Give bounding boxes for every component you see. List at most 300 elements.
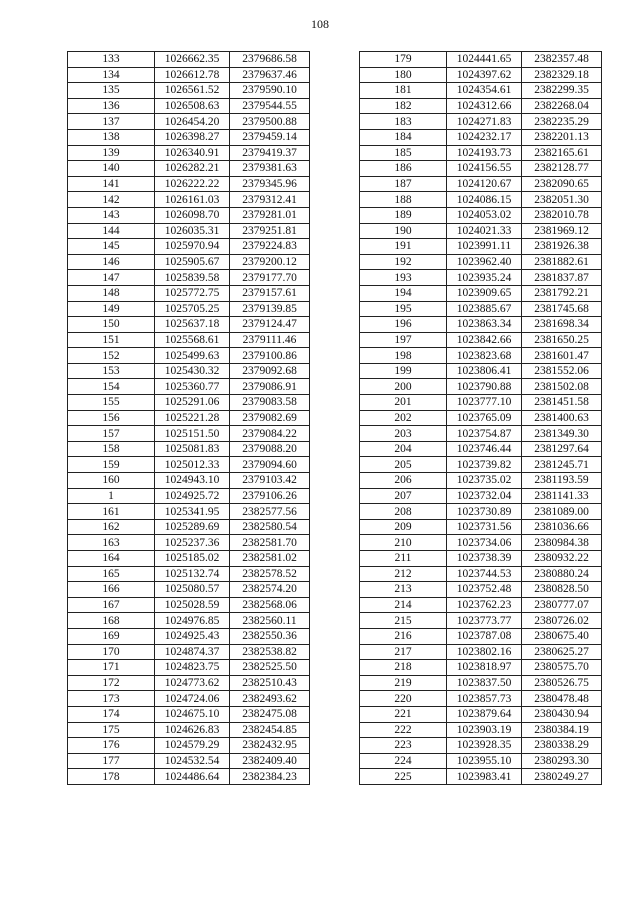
- x-coordinate-cell: 1025185.02: [155, 551, 230, 567]
- y-coordinate-cell: 2382235.29: [522, 114, 602, 130]
- table-row: [68, 332, 310, 348]
- y-coordinate-cell: 2382384.23: [230, 769, 310, 785]
- point-number-cell: 210: [360, 535, 447, 551]
- y-coordinate-cell: 2382128.77: [522, 161, 602, 177]
- x-coordinate-cell: 1025291.06: [155, 395, 230, 411]
- point-number-cell: 147: [68, 270, 155, 286]
- x-coordinate-cell: 1023983.41: [447, 769, 522, 785]
- x-coordinate-cell: 1024823.75: [155, 660, 230, 676]
- y-coordinate-cell: 2382578.52: [230, 566, 310, 582]
- table-row: [68, 114, 310, 130]
- y-coordinate-cell: 2381650.25: [522, 332, 602, 348]
- x-coordinate-cell: 1023837.50: [447, 675, 522, 691]
- table-row: [360, 161, 602, 177]
- y-coordinate-cell: 2381089.00: [522, 504, 602, 520]
- x-coordinate-cell: 1023909.65: [447, 285, 522, 301]
- y-coordinate-cell: 2381193.59: [522, 473, 602, 489]
- table-row: [68, 192, 310, 208]
- table-row: [360, 192, 602, 208]
- point-number-cell: 166: [68, 582, 155, 598]
- table-row: [360, 129, 602, 145]
- y-coordinate-cell: 2379083.58: [230, 395, 310, 411]
- y-coordinate-cell: 2380249.27: [522, 769, 602, 785]
- page-number: 108: [311, 17, 329, 31]
- y-coordinate-cell: 2382329.18: [522, 67, 602, 83]
- x-coordinate-cell: 1024773.62: [155, 675, 230, 691]
- x-coordinate-cell: 1024874.37: [155, 644, 230, 660]
- y-coordinate-cell: 2379094.60: [230, 457, 310, 473]
- table-row: [68, 426, 310, 442]
- y-coordinate-cell: 2380575.70: [522, 660, 602, 676]
- table-row: [360, 582, 602, 598]
- point-number-cell: 219: [360, 675, 447, 691]
- y-coordinate-cell: 2381297.64: [522, 441, 602, 457]
- point-number-cell: 141: [68, 176, 155, 192]
- table-row: [68, 691, 310, 707]
- table-row: [68, 379, 310, 395]
- y-coordinate-cell: 2382454.85: [230, 722, 310, 738]
- table-row: [360, 254, 602, 270]
- table-row: [360, 379, 602, 395]
- table-row: [360, 644, 602, 660]
- x-coordinate-cell: 1023739.82: [447, 457, 522, 473]
- table-row: [68, 176, 310, 192]
- table-row: [68, 285, 310, 301]
- point-number-cell: 165: [68, 566, 155, 582]
- table-row: [68, 488, 310, 504]
- x-coordinate-cell: 1026035.31: [155, 223, 230, 239]
- y-coordinate-cell: 2381792.21: [522, 285, 602, 301]
- table-row: [360, 426, 602, 442]
- x-coordinate-cell: 1024271.83: [447, 114, 522, 130]
- y-coordinate-cell: 2382581.02: [230, 551, 310, 567]
- y-coordinate-cell: 2379312.41: [230, 192, 310, 208]
- table-row: [360, 410, 602, 426]
- x-coordinate-cell: 1025839.58: [155, 270, 230, 286]
- y-coordinate-cell: 2379082.69: [230, 410, 310, 426]
- point-number-cell: 177: [68, 753, 155, 769]
- point-number-cell: 1: [68, 488, 155, 504]
- point-number-cell: 184: [360, 129, 447, 145]
- y-coordinate-cell: 2379381.63: [230, 161, 310, 177]
- y-coordinate-cell: 2381502.08: [522, 379, 602, 395]
- table-row: [68, 239, 310, 255]
- table-row: [68, 67, 310, 83]
- x-coordinate-cell: 1024976.85: [155, 613, 230, 629]
- y-coordinate-cell: 2381969.12: [522, 223, 602, 239]
- table-row: [360, 473, 602, 489]
- y-coordinate-cell: 2380293.30: [522, 753, 602, 769]
- table-row: [360, 691, 602, 707]
- x-coordinate-cell: 1023746.44: [447, 441, 522, 457]
- x-coordinate-cell: 1023732.04: [447, 488, 522, 504]
- table-row: [68, 207, 310, 223]
- table-row: [68, 145, 310, 161]
- table-row: [360, 722, 602, 738]
- table-row: [68, 660, 310, 676]
- x-coordinate-cell: 1023935.24: [447, 270, 522, 286]
- x-coordinate-cell: 1026454.20: [155, 114, 230, 130]
- table-row: [68, 363, 310, 379]
- x-coordinate-cell: 1026282.21: [155, 161, 230, 177]
- y-coordinate-cell: 2379251.81: [230, 223, 310, 239]
- point-number-cell: 189: [360, 207, 447, 223]
- y-coordinate-cell: 2379103.42: [230, 473, 310, 489]
- table-row: [68, 628, 310, 644]
- point-number-cell: 203: [360, 426, 447, 442]
- table-row: [360, 660, 602, 676]
- table-row: [68, 270, 310, 286]
- point-number-cell: 173: [68, 691, 155, 707]
- y-coordinate-cell: 2379084.22: [230, 426, 310, 442]
- y-coordinate-cell: 2379157.61: [230, 285, 310, 301]
- point-number-cell: 221: [360, 706, 447, 722]
- table-row: [360, 613, 602, 629]
- point-number-cell: 198: [360, 348, 447, 364]
- y-coordinate-cell: 2380828.50: [522, 582, 602, 598]
- x-coordinate-cell: 1023818.97: [447, 660, 522, 676]
- y-coordinate-cell: 2381745.68: [522, 301, 602, 317]
- point-number-cell: 155: [68, 395, 155, 411]
- x-coordinate-cell: 1024486.64: [155, 769, 230, 785]
- x-coordinate-cell: 1023955.10: [447, 753, 522, 769]
- point-number-cell: 154: [68, 379, 155, 395]
- point-number-cell: 162: [68, 519, 155, 535]
- table-row: [68, 566, 310, 582]
- point-number-cell: 135: [68, 83, 155, 99]
- point-number-cell: 191: [360, 239, 447, 255]
- point-number-cell: 193: [360, 270, 447, 286]
- y-coordinate-cell: 2382525.50: [230, 660, 310, 676]
- table-row: [360, 52, 602, 68]
- y-coordinate-cell: 2381141.33: [522, 488, 602, 504]
- table-row: [68, 410, 310, 426]
- y-coordinate-cell: 2380932.22: [522, 551, 602, 567]
- y-coordinate-cell: 2379459.14: [230, 129, 310, 145]
- table-row: [68, 473, 310, 489]
- y-coordinate-cell: 2380984.38: [522, 535, 602, 551]
- x-coordinate-cell: 1024232.17: [447, 129, 522, 145]
- table-row: [360, 395, 602, 411]
- point-number-cell: 174: [68, 706, 155, 722]
- y-coordinate-cell: 2381926.38: [522, 239, 602, 255]
- table-row: [360, 519, 602, 535]
- x-coordinate-cell: 1023730.89: [447, 504, 522, 520]
- x-coordinate-cell: 1023857.73: [447, 691, 522, 707]
- x-coordinate-cell: 1026561.52: [155, 83, 230, 99]
- x-coordinate-cell: 1023773.77: [447, 613, 522, 629]
- x-coordinate-cell: 1025772.75: [155, 285, 230, 301]
- x-coordinate-cell: 1025637.18: [155, 317, 230, 333]
- point-number-cell: 152: [68, 348, 155, 364]
- y-coordinate-cell: 2382090.65: [522, 176, 602, 192]
- point-number-cell: 197: [360, 332, 447, 348]
- x-coordinate-cell: 1023842.66: [447, 332, 522, 348]
- y-coordinate-cell: 2382577.56: [230, 504, 310, 520]
- y-coordinate-cell: 2382409.40: [230, 753, 310, 769]
- y-coordinate-cell: 2382432.95: [230, 738, 310, 754]
- point-number-cell: 206: [360, 473, 447, 489]
- x-coordinate-cell: 1026340.91: [155, 145, 230, 161]
- y-coordinate-cell: 2382201.13: [522, 129, 602, 145]
- table-row: [360, 348, 602, 364]
- point-number-cell: 159: [68, 457, 155, 473]
- x-coordinate-cell: 1024532.54: [155, 753, 230, 769]
- x-coordinate-cell: 1025028.59: [155, 597, 230, 613]
- point-number-cell: 169: [68, 628, 155, 644]
- point-number-cell: 181: [360, 83, 447, 99]
- x-coordinate-cell: 1023790.88: [447, 379, 522, 395]
- point-number-cell: 192: [360, 254, 447, 270]
- y-coordinate-cell: 2379590.10: [230, 83, 310, 99]
- x-coordinate-cell: 1025237.36: [155, 535, 230, 551]
- x-coordinate-cell: 1025289.69: [155, 519, 230, 535]
- y-coordinate-cell: 2380880.24: [522, 566, 602, 582]
- x-coordinate-cell: 1023744.53: [447, 566, 522, 582]
- coordinates-table-right: [359, 51, 602, 785]
- y-coordinate-cell: 2379200.12: [230, 254, 310, 270]
- point-number-cell: 167: [68, 597, 155, 613]
- point-number-cell: 216: [360, 628, 447, 644]
- x-coordinate-cell: 1025905.67: [155, 254, 230, 270]
- x-coordinate-cell: 1024312.66: [447, 98, 522, 114]
- point-number-cell: 212: [360, 566, 447, 582]
- x-coordinate-cell: 1024925.72: [155, 488, 230, 504]
- point-number-cell: 157: [68, 426, 155, 442]
- point-number-cell: 156: [68, 410, 155, 426]
- point-number-cell: 182: [360, 98, 447, 114]
- y-coordinate-cell: 2380478.48: [522, 691, 602, 707]
- x-coordinate-cell: 1023823.68: [447, 348, 522, 364]
- x-coordinate-cell: 1025081.83: [155, 441, 230, 457]
- x-coordinate-cell: 1023777.10: [447, 395, 522, 411]
- point-number-cell: 143: [68, 207, 155, 223]
- y-coordinate-cell: 2379100.86: [230, 348, 310, 364]
- table-row: [360, 441, 602, 457]
- y-coordinate-cell: 2381882.61: [522, 254, 602, 270]
- y-coordinate-cell: 2379092.68: [230, 363, 310, 379]
- y-coordinate-cell: 2382357.48: [522, 52, 602, 68]
- point-number-cell: 139: [68, 145, 155, 161]
- table-row: [360, 285, 602, 301]
- table-row: [360, 114, 602, 130]
- y-coordinate-cell: 2381552.06: [522, 363, 602, 379]
- table-row: [68, 223, 310, 239]
- table-row: [360, 738, 602, 754]
- table-row: [360, 504, 602, 520]
- y-coordinate-cell: 2382493.62: [230, 691, 310, 707]
- x-coordinate-cell: 1025151.50: [155, 426, 230, 442]
- x-coordinate-cell: 1024086.15: [447, 192, 522, 208]
- y-coordinate-cell: 2380777.07: [522, 597, 602, 613]
- x-coordinate-cell: 1024120.67: [447, 176, 522, 192]
- x-coordinate-cell: 1026161.03: [155, 192, 230, 208]
- point-number-cell: 153: [68, 363, 155, 379]
- table-row: [68, 98, 310, 114]
- y-coordinate-cell: 2382581.70: [230, 535, 310, 551]
- table-row: [360, 301, 602, 317]
- point-number-cell: 208: [360, 504, 447, 520]
- x-coordinate-cell: 1025970.94: [155, 239, 230, 255]
- table-row: [360, 457, 602, 473]
- x-coordinate-cell: 1026398.27: [155, 129, 230, 145]
- x-coordinate-cell: 1023885.67: [447, 301, 522, 317]
- point-number-cell: 133: [68, 52, 155, 68]
- table-row: [68, 753, 310, 769]
- y-coordinate-cell: 2379281.01: [230, 207, 310, 223]
- x-coordinate-cell: 1026222.22: [155, 176, 230, 192]
- y-coordinate-cell: 2382568.06: [230, 597, 310, 613]
- x-coordinate-cell: 1024925.43: [155, 628, 230, 644]
- point-number-cell: 137: [68, 114, 155, 130]
- table-row: [360, 83, 602, 99]
- point-number-cell: 211: [360, 551, 447, 567]
- point-number-cell: 223: [360, 738, 447, 754]
- y-coordinate-cell: 2382010.78: [522, 207, 602, 223]
- table-row: [68, 457, 310, 473]
- table-row: [360, 176, 602, 192]
- x-coordinate-cell: 1024441.65: [447, 52, 522, 68]
- x-coordinate-cell: 1023731.56: [447, 519, 522, 535]
- table-row: [360, 207, 602, 223]
- point-number-cell: 205: [360, 457, 447, 473]
- x-coordinate-cell: 1023863.34: [447, 317, 522, 333]
- table-row: [360, 239, 602, 255]
- table-row: [68, 582, 310, 598]
- x-coordinate-cell: 1026662.35: [155, 52, 230, 68]
- y-coordinate-cell: 2382550.36: [230, 628, 310, 644]
- x-coordinate-cell: 1024156.55: [447, 161, 522, 177]
- point-number-cell: 144: [68, 223, 155, 239]
- table-row: [68, 738, 310, 754]
- table-row: [68, 161, 310, 177]
- point-number-cell: 138: [68, 129, 155, 145]
- x-coordinate-cell: 1025430.32: [155, 363, 230, 379]
- point-number-cell: 207: [360, 488, 447, 504]
- x-coordinate-cell: 1023991.11: [447, 239, 522, 255]
- y-coordinate-cell: 2382574.20: [230, 582, 310, 598]
- y-coordinate-cell: 2381698.34: [522, 317, 602, 333]
- x-coordinate-cell: 1024021.33: [447, 223, 522, 239]
- point-number-cell: 142: [68, 192, 155, 208]
- x-coordinate-cell: 1024724.06: [155, 691, 230, 707]
- table-row: [68, 644, 310, 660]
- point-number-cell: 190: [360, 223, 447, 239]
- point-number-cell: 151: [68, 332, 155, 348]
- table-row: [68, 52, 310, 68]
- y-coordinate-cell: 2380625.27: [522, 644, 602, 660]
- point-number-cell: 222: [360, 722, 447, 738]
- table-row: [360, 769, 602, 785]
- table-row: [68, 675, 310, 691]
- x-coordinate-cell: 1025221.28: [155, 410, 230, 426]
- point-number-cell: 188: [360, 192, 447, 208]
- point-number-cell: 209: [360, 519, 447, 535]
- point-number-cell: 146: [68, 254, 155, 270]
- y-coordinate-cell: 2382165.61: [522, 145, 602, 161]
- point-number-cell: 140: [68, 161, 155, 177]
- table-row: [360, 67, 602, 83]
- x-coordinate-cell: 1025012.33: [155, 457, 230, 473]
- x-coordinate-cell: 1023928.35: [447, 738, 522, 754]
- coordinates-table-left: [67, 51, 310, 785]
- table-row: [360, 223, 602, 239]
- y-coordinate-cell: 2382560.11: [230, 613, 310, 629]
- y-coordinate-cell: 2380338.29: [522, 738, 602, 754]
- table-row: [360, 628, 602, 644]
- table-row: [360, 597, 602, 613]
- y-coordinate-cell: 2382510.43: [230, 675, 310, 691]
- point-number-cell: 180: [360, 67, 447, 83]
- point-number-cell: 172: [68, 675, 155, 691]
- table-row: [360, 332, 602, 348]
- x-coordinate-cell: 1024626.83: [155, 722, 230, 738]
- y-coordinate-cell: 2382580.54: [230, 519, 310, 535]
- table-row: [68, 551, 310, 567]
- y-coordinate-cell: 2381349.30: [522, 426, 602, 442]
- y-coordinate-cell: 2382051.30: [522, 192, 602, 208]
- table-row: [68, 441, 310, 457]
- table-row: [360, 535, 602, 551]
- table-row: [68, 597, 310, 613]
- table-row: [360, 675, 602, 691]
- table-row: [360, 317, 602, 333]
- table-row: [360, 270, 602, 286]
- x-coordinate-cell: 1025705.25: [155, 301, 230, 317]
- x-coordinate-cell: 1023903.19: [447, 722, 522, 738]
- table-row: [360, 706, 602, 722]
- point-number-cell: 136: [68, 98, 155, 114]
- point-number-cell: 214: [360, 597, 447, 613]
- x-coordinate-cell: 1025360.77: [155, 379, 230, 395]
- x-coordinate-cell: 1024193.73: [447, 145, 522, 161]
- y-coordinate-cell: 2382475.08: [230, 706, 310, 722]
- y-coordinate-cell: 2382538.82: [230, 644, 310, 660]
- table-row: [68, 395, 310, 411]
- point-number-cell: 183: [360, 114, 447, 130]
- table-row: [68, 254, 310, 270]
- table-row: [360, 488, 602, 504]
- y-coordinate-cell: 2379419.37: [230, 145, 310, 161]
- x-coordinate-cell: 1023806.41: [447, 363, 522, 379]
- y-coordinate-cell: 2380384.19: [522, 722, 602, 738]
- y-coordinate-cell: 2379177.70: [230, 270, 310, 286]
- y-coordinate-cell: 2379124.47: [230, 317, 310, 333]
- table-row: [68, 348, 310, 364]
- table-row: [68, 301, 310, 317]
- x-coordinate-cell: 1024053.02: [447, 207, 522, 223]
- point-number-cell: 200: [360, 379, 447, 395]
- y-coordinate-cell: 2379224.83: [230, 239, 310, 255]
- point-number-cell: 176: [68, 738, 155, 754]
- table-row: [68, 706, 310, 722]
- point-number-cell: 202: [360, 410, 447, 426]
- y-coordinate-cell: 2379500.88: [230, 114, 310, 130]
- table-row: [68, 722, 310, 738]
- y-coordinate-cell: 2381451.58: [522, 395, 602, 411]
- x-coordinate-cell: 1025568.61: [155, 332, 230, 348]
- table-row: [360, 98, 602, 114]
- x-coordinate-cell: 1023879.64: [447, 706, 522, 722]
- y-coordinate-cell: 2379686.58: [230, 52, 310, 68]
- x-coordinate-cell: 1024397.62: [447, 67, 522, 83]
- table-row: [68, 519, 310, 535]
- point-number-cell: 187: [360, 176, 447, 192]
- x-coordinate-cell: 1024354.61: [447, 83, 522, 99]
- point-number-cell: 178: [68, 769, 155, 785]
- point-number-cell: 164: [68, 551, 155, 567]
- x-coordinate-cell: 1025080.57: [155, 582, 230, 598]
